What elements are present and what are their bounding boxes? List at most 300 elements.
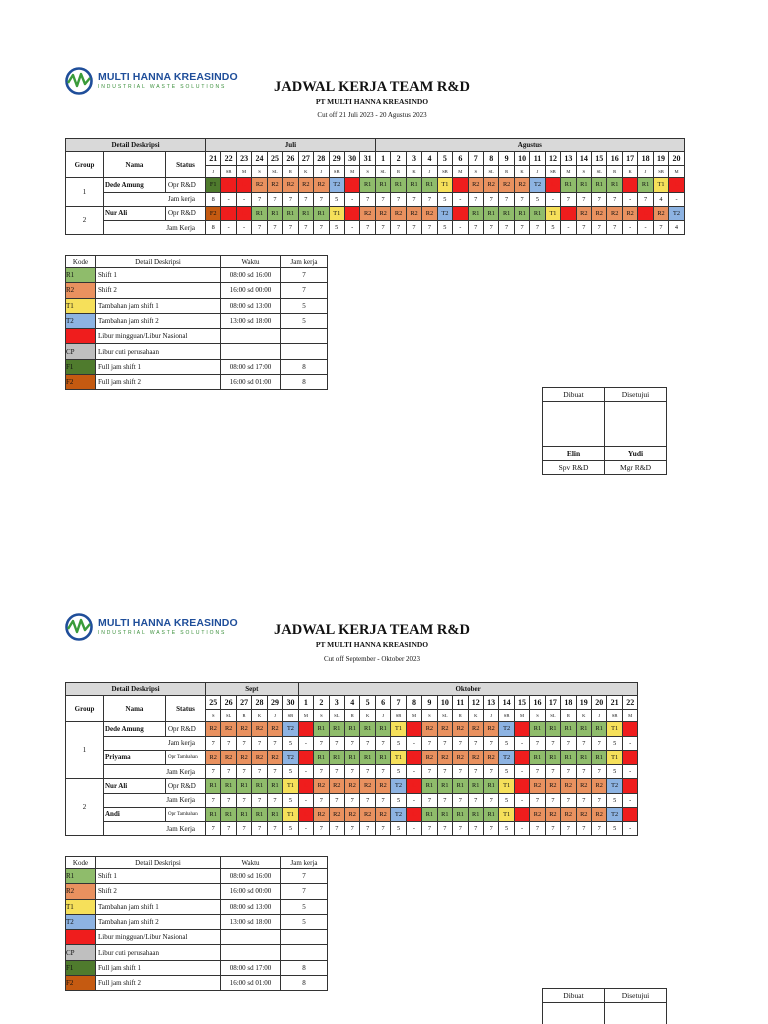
hours-cell: 7: [252, 822, 267, 836]
shift-cell: R2: [267, 178, 282, 193]
shift-cell: R1: [375, 750, 390, 765]
day-number: 2: [314, 696, 329, 710]
shift-cell: L: [514, 807, 529, 822]
detail-header: Detail Deskripsi: [66, 139, 206, 152]
shift-cell: T2: [391, 779, 406, 794]
shift-cell: T2: [329, 178, 344, 193]
shift-cell: R1: [298, 206, 313, 221]
shift-cell: L: [221, 206, 236, 221]
hours-cell: 7: [345, 736, 360, 750]
legend-description: Full jam shift 1: [96, 960, 221, 975]
shift-cell: R2: [483, 722, 498, 737]
shift-cell: R2: [468, 722, 483, 737]
hours-cell: -: [298, 765, 313, 779]
hours-cell: -: [514, 765, 529, 779]
hours-cell: 7: [252, 793, 267, 807]
shift-cell: R1: [375, 722, 390, 737]
hours-cell: 7: [514, 221, 529, 235]
sign-dibuat-label: Dibuat: [543, 388, 605, 402]
shift-cell: R1: [483, 779, 498, 794]
legend-jam-header: Jam kerja: [281, 256, 328, 268]
hours-cell: -: [453, 221, 468, 235]
hours-cell: -: [298, 736, 313, 750]
weekday: SL: [545, 710, 560, 722]
shift-cell: L: [221, 178, 236, 193]
hours-cell: 7: [329, 765, 344, 779]
sign-name-2: Yudi: [605, 447, 667, 461]
logo-tagline: INDUSTRIAL WASTE SOLUTIONS: [98, 83, 227, 90]
legend-kode-header: Kode: [66, 857, 96, 869]
hours-cell: 8: [206, 192, 221, 206]
shift-cell: R2: [236, 750, 251, 765]
weekday: J: [375, 710, 390, 722]
day-number: 10: [437, 696, 452, 710]
weekday: SL: [329, 710, 344, 722]
shift-cell: L: [622, 750, 638, 765]
hours-cell: 7: [530, 221, 545, 235]
hours-cell: 7: [236, 736, 251, 750]
hours-cell: -: [221, 221, 236, 235]
shift-cell: T2: [499, 750, 514, 765]
day-number: 19: [653, 152, 668, 166]
logo-name: MULTI HANNA KREASINDO: [98, 617, 238, 630]
shift-cell: F2: [206, 206, 221, 221]
shift-cell: T1: [545, 206, 560, 221]
shift-cell: R2: [314, 178, 329, 193]
hours-cell: 7: [576, 736, 591, 750]
legend-hours: 5: [281, 899, 328, 914]
signature-table: [542, 988, 667, 1024]
hours-cell: 7: [453, 765, 468, 779]
group-header: Group: [66, 696, 104, 722]
day-number: 5: [437, 152, 452, 166]
shift-cell: R1: [453, 807, 468, 822]
day-number: 22: [622, 696, 638, 710]
shift-cell: T2: [283, 750, 299, 765]
employee-name: Nur Ali: [104, 206, 166, 221]
shift-cell: R1: [607, 178, 622, 193]
shift-cell: R2: [391, 206, 406, 221]
day-number: 1: [298, 696, 313, 710]
shift-cell: R2: [453, 750, 468, 765]
hours-cell: 7: [499, 221, 514, 235]
employee-name: Dede Amung: [104, 722, 166, 737]
hours-cell: -: [298, 793, 313, 807]
legend-time: 08:00 sd 17:00: [221, 960, 281, 975]
status-header: Status: [166, 152, 206, 178]
shift-cell: R2: [468, 178, 483, 193]
hours-cell: 5: [530, 192, 545, 206]
day-number: 21: [206, 152, 221, 166]
legend-hours: [281, 930, 328, 945]
hours-cell: 7: [422, 192, 437, 206]
shift-cell: T1: [607, 750, 622, 765]
day-number: 30: [344, 152, 359, 166]
shift-cell: T1: [653, 178, 668, 193]
hours-cell: 8: [206, 221, 221, 235]
legend-code: F1: [66, 960, 96, 975]
weekday: M: [669, 166, 685, 178]
hours-cell: 5: [499, 765, 514, 779]
hours-cell: 7: [561, 793, 576, 807]
hours-cell: 7: [483, 221, 498, 235]
day-number: 27: [236, 696, 251, 710]
weekday: SL: [592, 166, 607, 178]
weekday: J: [422, 166, 437, 178]
hours-cell: 7: [236, 793, 251, 807]
weekday: R: [236, 710, 251, 722]
hours-cell: -: [236, 192, 251, 206]
shift-cell: R2: [592, 206, 607, 221]
weekday: K: [298, 166, 313, 178]
hours-cell: 7: [576, 192, 591, 206]
shift-cell: R2: [345, 779, 360, 794]
hours-cell: 7: [514, 192, 529, 206]
group-number: 2: [66, 206, 104, 235]
shift-cell: R2: [622, 206, 637, 221]
hours-cell: 5: [283, 793, 299, 807]
legend-code: R1: [66, 869, 96, 884]
legend-code: L: [66, 329, 96, 344]
shift-cell: R1: [592, 178, 607, 193]
hours-cell: 7: [360, 192, 376, 206]
legend-description: Libur mingguan/Libur Nasional: [96, 930, 221, 945]
sign-name-1: Elin: [543, 447, 605, 461]
hours-cell: 7: [561, 192, 576, 206]
shift-cell: R1: [468, 779, 483, 794]
hours-cell: 7: [221, 765, 236, 779]
legend-description: Shift 1: [96, 869, 221, 884]
hours-cell: 7: [283, 192, 298, 206]
hours-cell: 7: [453, 736, 468, 750]
hours-cell: 5: [391, 793, 406, 807]
legend-time: [221, 945, 281, 960]
hours-cell: 7: [314, 793, 329, 807]
legend-jam-header: Jam kerja: [281, 857, 328, 869]
employee-name: Nur Ali: [104, 779, 166, 794]
hours-cell: -: [622, 765, 638, 779]
day-number: 18: [638, 152, 653, 166]
weekday: K: [360, 710, 375, 722]
legend-code: T2: [66, 914, 96, 929]
day-number: 15: [514, 696, 529, 710]
shift-cell: R2: [267, 722, 282, 737]
weekday: S: [206, 710, 221, 722]
legend-time: 08:00 sd 13:00: [221, 298, 281, 313]
shift-cell: T1: [283, 779, 299, 794]
weekday: K: [468, 710, 483, 722]
shift-cell: R1: [499, 206, 514, 221]
hours-cell: 7: [437, 793, 452, 807]
hours-cell: 7: [375, 192, 390, 206]
shift-cell: T2: [499, 722, 514, 737]
legend-time: 16:00 sd 01:00: [221, 375, 281, 390]
legend-time: 13:00 sd 18:00: [221, 914, 281, 929]
weekday: J: [206, 166, 221, 178]
legend-code: T2: [66, 313, 96, 328]
legend-time: 08:00 sd 13:00: [221, 899, 281, 914]
shift-cell: R1: [437, 807, 452, 822]
weekday: J: [483, 710, 498, 722]
day-number: 17: [545, 696, 560, 710]
weekday: K: [514, 166, 529, 178]
shift-cell: R1: [314, 206, 329, 221]
day-number: 19: [576, 696, 591, 710]
day-number: 28: [252, 696, 267, 710]
day-number: 26: [283, 152, 298, 166]
hours-cell: 7: [576, 221, 591, 235]
weekday: SL: [221, 710, 236, 722]
shift-cell: L: [453, 178, 468, 193]
legend-hours: 8: [281, 976, 328, 991]
day-number: 8: [483, 152, 498, 166]
sign-box: [543, 1003, 605, 1024]
weekday: SB: [283, 710, 299, 722]
day-number: 27: [298, 152, 313, 166]
shift-cell: L: [622, 779, 638, 794]
day-number: 15: [592, 152, 607, 166]
legend-time: 16:00 sd 00:00: [221, 884, 281, 899]
shift-cell: R2: [375, 206, 390, 221]
shift-cell: R1: [576, 722, 591, 737]
hours-cell: 5: [391, 822, 406, 836]
hours-cell: 7: [375, 765, 390, 779]
hours-cell: 7: [576, 822, 591, 836]
hours-cell: 7: [314, 822, 329, 836]
shift-cell: R1: [345, 750, 360, 765]
shift-cell: R2: [252, 722, 267, 737]
hours-cell: -: [406, 822, 421, 836]
group-number: 1: [66, 178, 104, 207]
hours-cell: 7: [375, 822, 390, 836]
day-number: 14: [576, 152, 591, 166]
weekday: S: [422, 710, 437, 722]
weekday: SB: [545, 166, 560, 178]
shift-cell: R1: [252, 779, 267, 794]
weekday: SB: [607, 710, 622, 722]
hours-cell: 7: [422, 765, 437, 779]
shift-cell: R2: [561, 807, 576, 822]
hours-cell: 7: [530, 793, 545, 807]
hours-cell: 5: [329, 221, 344, 235]
hours-cell: -: [344, 192, 359, 206]
shift-cell: R2: [345, 807, 360, 822]
shift-cell: F1: [206, 178, 221, 193]
hours-cell: 7: [422, 822, 437, 836]
shift-cell: T1: [607, 722, 622, 737]
employee-status: Opr Tambahan: [166, 750, 206, 765]
status-header: Status: [166, 696, 206, 722]
shift-cell: R2: [329, 807, 344, 822]
hours-cell: 7: [206, 793, 221, 807]
shift-cell: R1: [360, 750, 375, 765]
hours-cell: 7: [437, 822, 452, 836]
day-number: 24: [252, 152, 267, 166]
weekday: R: [607, 166, 622, 178]
legend-description: Shift 1: [96, 268, 221, 283]
hours-cell: 7: [345, 765, 360, 779]
hours-cell: -: [622, 221, 637, 235]
shift-cell: R2: [360, 779, 375, 794]
weekday: SL: [483, 166, 498, 178]
legend-description: Shift 2: [96, 283, 221, 298]
hours-cell: -: [514, 822, 529, 836]
hours-cell: 5: [283, 736, 299, 750]
weekday: R: [453, 710, 468, 722]
shift-cell: L: [406, 722, 421, 737]
shift-cell: T1: [437, 178, 452, 193]
weekday: S: [468, 166, 483, 178]
hours-cell: 7: [345, 822, 360, 836]
weekday: M: [236, 166, 251, 178]
day-number: 12: [468, 696, 483, 710]
legend-code: R1: [66, 268, 96, 283]
day-number: 11: [453, 696, 468, 710]
weekday: R: [345, 710, 360, 722]
shift-cell: L: [298, 779, 313, 794]
hours-cell: 7: [267, 221, 282, 235]
legend-hours: 7: [281, 869, 328, 884]
hours-cell: 7: [638, 192, 653, 206]
legend-code: L: [66, 930, 96, 945]
group-header: Group: [66, 152, 104, 178]
legend-hours: 5: [281, 298, 328, 313]
hours-cell: 5: [607, 765, 622, 779]
hours-cell: 7: [561, 822, 576, 836]
hours-cell: 7: [298, 192, 313, 206]
day-number: 17: [622, 152, 637, 166]
legend-description: Shift 2: [96, 884, 221, 899]
weekday: K: [576, 710, 591, 722]
sign-dibuat-label: Dibuat: [543, 989, 605, 1003]
shift-cell: R1: [283, 206, 298, 221]
day-number: 12: [545, 152, 560, 166]
hours-cell: 7: [329, 822, 344, 836]
shift-cell: R1: [561, 750, 576, 765]
sign-box: [605, 1003, 667, 1024]
shift-cell: R2: [360, 206, 376, 221]
day-number: 3: [406, 152, 421, 166]
employee-status: Opr R&D: [166, 206, 206, 221]
shift-cell: R2: [530, 807, 545, 822]
shift-cell: R2: [221, 722, 236, 737]
month-header: Oktober: [298, 683, 638, 696]
hours-cell: 7: [375, 793, 390, 807]
day-number: 4: [345, 696, 360, 710]
employee-status: Opr R&D: [166, 722, 206, 737]
hours-cell: 7: [530, 822, 545, 836]
hours-cell: 5: [499, 822, 514, 836]
shift-cell: R1: [206, 807, 221, 822]
hours-cell: 7: [653, 221, 668, 235]
employee-status: Opr R&D: [166, 178, 206, 193]
weekday: R: [283, 166, 298, 178]
hours-cell: 7: [468, 192, 483, 206]
hours-cell: 7: [530, 765, 545, 779]
shift-cell: L: [453, 206, 468, 221]
hours-cell: -: [638, 221, 653, 235]
hours-cell: 7: [530, 736, 545, 750]
shift-cell: R1: [514, 206, 529, 221]
jam-kerja-label: Jam kerja: [104, 192, 206, 206]
legend-time: 16:00 sd 01:00: [221, 976, 281, 991]
hours-cell: 7: [283, 221, 298, 235]
hours-cell: 7: [267, 822, 282, 836]
shift-cell: L: [298, 722, 313, 737]
shift-cell: R2: [236, 722, 251, 737]
shift-cell: L: [236, 178, 251, 193]
shift-cell: R2: [561, 779, 576, 794]
hours-cell: 7: [576, 793, 591, 807]
hours-cell: 7: [252, 765, 267, 779]
code-legend-table: [65, 856, 328, 991]
hours-cell: -: [545, 192, 560, 206]
shift-cell: R1: [545, 750, 560, 765]
weekday: M: [514, 710, 529, 722]
shift-cell: R2: [329, 779, 344, 794]
page-subtitle: PT MULTI HANNA KREASINDO: [315, 97, 429, 106]
shift-cell: R2: [483, 750, 498, 765]
hours-cell: 7: [314, 736, 329, 750]
legend-kode-header: Kode: [66, 256, 96, 268]
hours-cell: 7: [545, 736, 560, 750]
weekday: SL: [375, 166, 390, 178]
day-number: 9: [499, 152, 514, 166]
shift-cell: R1: [530, 722, 545, 737]
hours-cell: 7: [592, 736, 607, 750]
day-number: 6: [453, 152, 468, 166]
shift-cell: R2: [437, 750, 452, 765]
logo-name: MULTI HANNA KREASINDO: [98, 71, 238, 84]
legend-hours: 7: [281, 268, 328, 283]
day-number: 2: [391, 152, 406, 166]
legend-description: Full jam shift 2: [96, 976, 221, 991]
shift-cell: R2: [221, 750, 236, 765]
hours-cell: -: [298, 822, 313, 836]
day-number: 6: [375, 696, 390, 710]
legend-code: F2: [66, 375, 96, 390]
shift-cell: R2: [545, 807, 560, 822]
legend-code: F2: [66, 976, 96, 991]
hours-cell: 7: [406, 221, 421, 235]
shift-cell: L: [298, 807, 313, 822]
weekday: SB: [329, 166, 344, 178]
day-number: 13: [561, 152, 576, 166]
hours-cell: 7: [252, 736, 267, 750]
shift-cell: R1: [422, 779, 437, 794]
legend-waktu-header: Waktu: [221, 857, 281, 869]
hours-cell: -: [514, 793, 529, 807]
schedule-table: [65, 682, 638, 836]
hours-cell: 5: [607, 793, 622, 807]
legend-description: Tambahan jam shift 1: [96, 298, 221, 313]
legend-code: CP: [66, 344, 96, 359]
shift-cell: R1: [592, 722, 607, 737]
weekday: J: [592, 710, 607, 722]
weekday: SB: [499, 710, 514, 722]
hours-cell: 7: [483, 736, 498, 750]
shift-cell: T2: [669, 206, 685, 221]
legend-description: Libur cuti perusahaan: [96, 945, 221, 960]
day-number: 20: [592, 696, 607, 710]
shift-cell: T1: [391, 722, 406, 737]
hours-cell: 5: [329, 192, 344, 206]
sign-disetujui-label: Disetujui: [605, 388, 667, 402]
shift-cell: R2: [530, 779, 545, 794]
weekday: SL: [437, 710, 452, 722]
shift-cell: R1: [592, 750, 607, 765]
hours-cell: 7: [360, 765, 375, 779]
